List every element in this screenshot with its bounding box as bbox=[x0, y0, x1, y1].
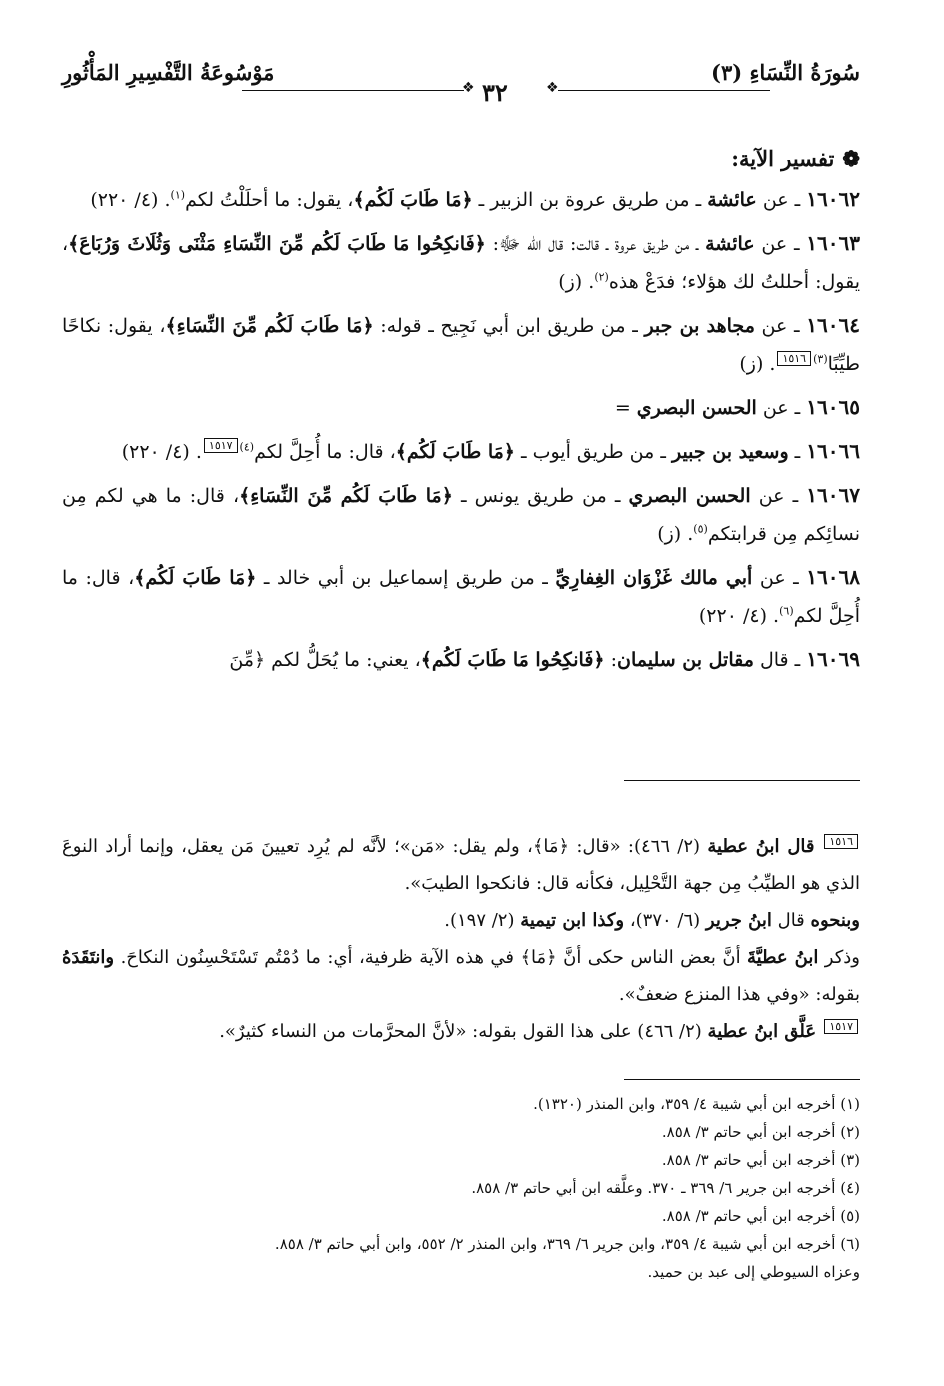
entry-number: ١٦٠٦٩ bbox=[806, 647, 860, 671]
footnote-ref[interactable]: (٦) bbox=[779, 604, 794, 618]
entry-text: = bbox=[614, 397, 637, 419]
footnote-ref[interactable]: (١) bbox=[170, 188, 186, 202]
entry-number: ١٦٠٦٣ bbox=[806, 231, 860, 255]
ornament-icon: ❖ bbox=[546, 80, 559, 96]
narrator-name: أبي مالك غَزْوَان الغِفارِيِّ bbox=[555, 567, 753, 589]
entry-number: ١٦٠٦٦ bbox=[806, 439, 860, 463]
entry-text: ، قال: ما أُحِلَّ لكم bbox=[254, 441, 396, 463]
entry-text: ـ عن bbox=[754, 315, 807, 337]
note-text: قال bbox=[771, 910, 811, 931]
flower-icon: ❁ bbox=[842, 146, 860, 171]
footnote: (٣) أخرجه ابن أبي حاتم ٣/ ٨٥٨. bbox=[661, 1151, 860, 1169]
ornament-icon: ❖ bbox=[462, 80, 475, 96]
note-text: وانتَقَدَهُ bbox=[62, 947, 115, 968]
entry-text: ـ من طريق عروة ـ قالت: قال الله ﷻ: bbox=[485, 233, 706, 255]
entry-number: ١٦٠٦٢ bbox=[806, 187, 860, 211]
note-text: (٦/ ٣٧٠)، bbox=[624, 910, 706, 931]
quran-quote: ﴿فَانكِحُوا مَا طَابَ لَكُم﴾ bbox=[420, 649, 605, 671]
entry-ref: . (٤/ ٢٢٠) bbox=[698, 605, 780, 627]
entry-text: : bbox=[604, 649, 617, 671]
note-text: وبنحوه bbox=[810, 910, 860, 931]
scholar-name: ابنُ عطيَّةَ bbox=[747, 947, 819, 968]
narration-entry bbox=[62, 224, 860, 301]
entry-ref: . (٤/ ٢٢٠) bbox=[121, 441, 202, 463]
entry-text: ـ عن bbox=[756, 397, 807, 419]
commentary-note bbox=[62, 902, 860, 939]
scholar-name: قال ابنُ عطية bbox=[707, 836, 823, 857]
narration-entry bbox=[62, 476, 860, 553]
narrator-name: عائشة bbox=[707, 189, 757, 211]
commentary-note bbox=[62, 1013, 860, 1050]
scholar-name: ابنُ جرير bbox=[705, 910, 772, 931]
section-heading bbox=[62, 140, 860, 178]
note-text: (٢/ ٤٦٦): «قال: ﴿مَا﴾، ولم يقل: «مَن»؛ لأنَّه لم يُرِد تعيينَ مَن يعقل، وإنما أراد النوعَ الذي هو الطيِّبُ مِن جهة التَّحْلِيل، فكأنه قال: فانكحوا الطيبَ». bbox=[62, 836, 860, 894]
entry-text: ، يعني: ما يُحَلُّ لكم ﴿مِّنَ bbox=[229, 649, 421, 671]
footnote-ref[interactable]: (٤) bbox=[239, 440, 255, 454]
footnote: (٢) أخرجه ابن أبي حاتم ٣/ ٨٥٨. bbox=[661, 1123, 860, 1141]
separator-rule bbox=[624, 1079, 860, 1080]
commentary-note bbox=[62, 828, 860, 902]
header-rule-left bbox=[242, 90, 464, 91]
page-number: ٣٢ bbox=[482, 78, 508, 107]
entry-number: ١٦٠٦٥ bbox=[806, 395, 860, 419]
commentary-ref-box[interactable]: ١٥١٧ bbox=[204, 438, 238, 453]
note-text: أنَّ بعض الناس حكى أنَّ ﴿مَا﴾ في هذه الآية ظرفية، أي: ما دُمْتُم تَسْتَحْسِنُون النكاحَ. bbox=[114, 947, 748, 968]
scholar-name: وكذا ابن تيمية bbox=[520, 910, 625, 931]
entry-text: ـ عن bbox=[750, 485, 807, 507]
narrator-name: عائشة bbox=[705, 233, 755, 255]
narrator-name: مقاتل بن سليمان bbox=[617, 649, 754, 671]
narration-entry bbox=[62, 306, 860, 383]
narration-entry bbox=[62, 388, 860, 427]
scholar-name: عَلَّق ابنُ عطية bbox=[707, 1021, 823, 1042]
footnote-ref[interactable]: (٥) bbox=[693, 522, 708, 536]
entry-text: ـ من طريق يونس ـ bbox=[452, 485, 629, 507]
footnotes bbox=[62, 1090, 860, 1286]
quran-quote: ﴿مَا طَابَ لَكُم﴾ bbox=[134, 567, 257, 589]
entry-text: ـ من طريق أيوب ـ bbox=[514, 441, 672, 463]
note-text: (٢/ ٤٦٦) على هذا القول بقوله: «لأنَّ المحرَّمات من النساء كثيرٌ». bbox=[219, 1021, 708, 1042]
commentary-ref-box: ١٥١٧ bbox=[824, 1019, 858, 1034]
entry-text: ـ من طريق عروة بن الزبير ـ bbox=[472, 189, 708, 211]
narration-entry bbox=[62, 558, 860, 635]
book-title: مَوْسُوعَةُ التَّفْسِيرِ المَأْثُورِ bbox=[62, 60, 275, 85]
quran-quote: ﴿فَانكِحُوا مَا طَابَ لَكُم مِّنَ النِّسَاءِ مَثْنَى وَثُلَاثَ وَرُبَاعَ﴾ bbox=[68, 233, 486, 255]
surah-title: سُورَةُ النِّسَاءِ (٣) bbox=[711, 60, 860, 85]
footnote: (٤) أخرجه ابن جرير ٦/ ٣٦٩ ـ ٣٧٠. وعلَّقه ابن أبي حاتم ٣/ ٨٥٨. bbox=[471, 1179, 860, 1197]
running-header bbox=[62, 56, 860, 108]
narrator-name: مجاهد بن جبر bbox=[644, 315, 755, 337]
entry-ref: . (٤/ ٢٢٠) bbox=[90, 189, 171, 211]
quran-quote: ﴿مَا طَابَ لَكُم﴾ bbox=[353, 189, 473, 211]
entry-number: ١٦٠٦٧ bbox=[806, 483, 860, 507]
entry-text: ، يقول: ما أحلَلْتُ لكم bbox=[185, 189, 354, 211]
entry-text: ـ عن bbox=[754, 233, 807, 255]
note-text: بقوله: «وفي هذا المنزع ضعفٌ». bbox=[618, 984, 860, 1005]
footnote-ref[interactable]: (٣) bbox=[813, 352, 828, 366]
footnote: (١) أخرجه ابن أبي شيبة ٤/ ٣٥٩، وابن المنذر (١٣٢٠). bbox=[533, 1095, 860, 1113]
commentary-ref-box: ١٥١٦ bbox=[824, 834, 858, 849]
entry-ref: . (ز) bbox=[739, 353, 776, 375]
entry-text: ، يقول: نكاحًا طيِّبًا bbox=[62, 315, 860, 375]
entry-text: ، قال: ما هي لكم مِن نسائِكم مِن قرابتكم bbox=[62, 485, 860, 545]
entry-ref: . (ز) bbox=[558, 271, 595, 293]
entry-text: ـ عن bbox=[756, 189, 807, 211]
footnote: وعزاه السيوطي إلى عبد بن حميد. bbox=[647, 1263, 860, 1281]
commentary-ref-box[interactable]: ١٥١٦ bbox=[777, 351, 811, 366]
quran-quote: ﴿مَا طَابَ لَكُم﴾ bbox=[395, 441, 515, 463]
narration-entry bbox=[62, 432, 860, 471]
footnote: (٥) أخرجه ابن أبي حاتم ٣/ ٨٥٨. bbox=[661, 1207, 860, 1225]
footnote-ref[interactable]: (٢) bbox=[594, 270, 609, 284]
entry-text: ـ bbox=[788, 441, 807, 463]
entry-number: ١٦٠٦٨ bbox=[806, 565, 860, 589]
entry-text: ، يقول: أحللتُ لك هؤلاء؛ فدَعْ هذه bbox=[62, 233, 860, 293]
separator-rule bbox=[624, 780, 860, 781]
entry-text: ـ قال bbox=[753, 649, 807, 671]
note-text: وذكر bbox=[818, 947, 861, 968]
main-text bbox=[62, 140, 860, 684]
header-rule-right bbox=[558, 90, 770, 91]
commentary-note bbox=[62, 939, 860, 1013]
section-title: تفسير الآية: bbox=[731, 146, 835, 171]
narrator-name: وسعيد بن جبير bbox=[671, 441, 789, 463]
entry-text: ـ عن bbox=[752, 567, 807, 589]
entry-text: ، قال: ما أُحِلَّ لكم bbox=[62, 567, 860, 627]
entry-text: ـ من طريق ابن أبي نَجِيح ـ قوله: bbox=[373, 315, 645, 337]
entry-number: ١٦٠٦٤ bbox=[806, 313, 860, 337]
narration-entry bbox=[62, 640, 860, 679]
footnote: (٦) أخرجه ابن أبي شيبة ٤/ ٣٥٩، وابن جرير ٦/ ٣٦٩، وابن المنذر ٢/ ٥٥٢، وابن أبي حاتم ٣/ ٨٥٨. bbox=[274, 1235, 860, 1253]
narration-entry bbox=[62, 180, 860, 219]
entry-ref: . (ز) bbox=[657, 523, 694, 545]
quran-quote: ﴿مَا طَابَ لَكُم مِّنَ النِّسَاءِ﴾ bbox=[239, 485, 453, 507]
entry-text: ـ من طريق إسماعيل بن أبي خالد ـ bbox=[256, 567, 556, 589]
narrator-name: الحسن البصري bbox=[628, 485, 751, 507]
note-text: (٢/ ١٩٧). bbox=[444, 910, 521, 931]
narrator-name: الحسن البصري bbox=[636, 397, 757, 419]
quran-quote: ﴿مَا طَابَ لَكُم مِّنَ النِّسَاءِ﴾ bbox=[165, 315, 374, 337]
commentary-notes bbox=[62, 828, 860, 1050]
